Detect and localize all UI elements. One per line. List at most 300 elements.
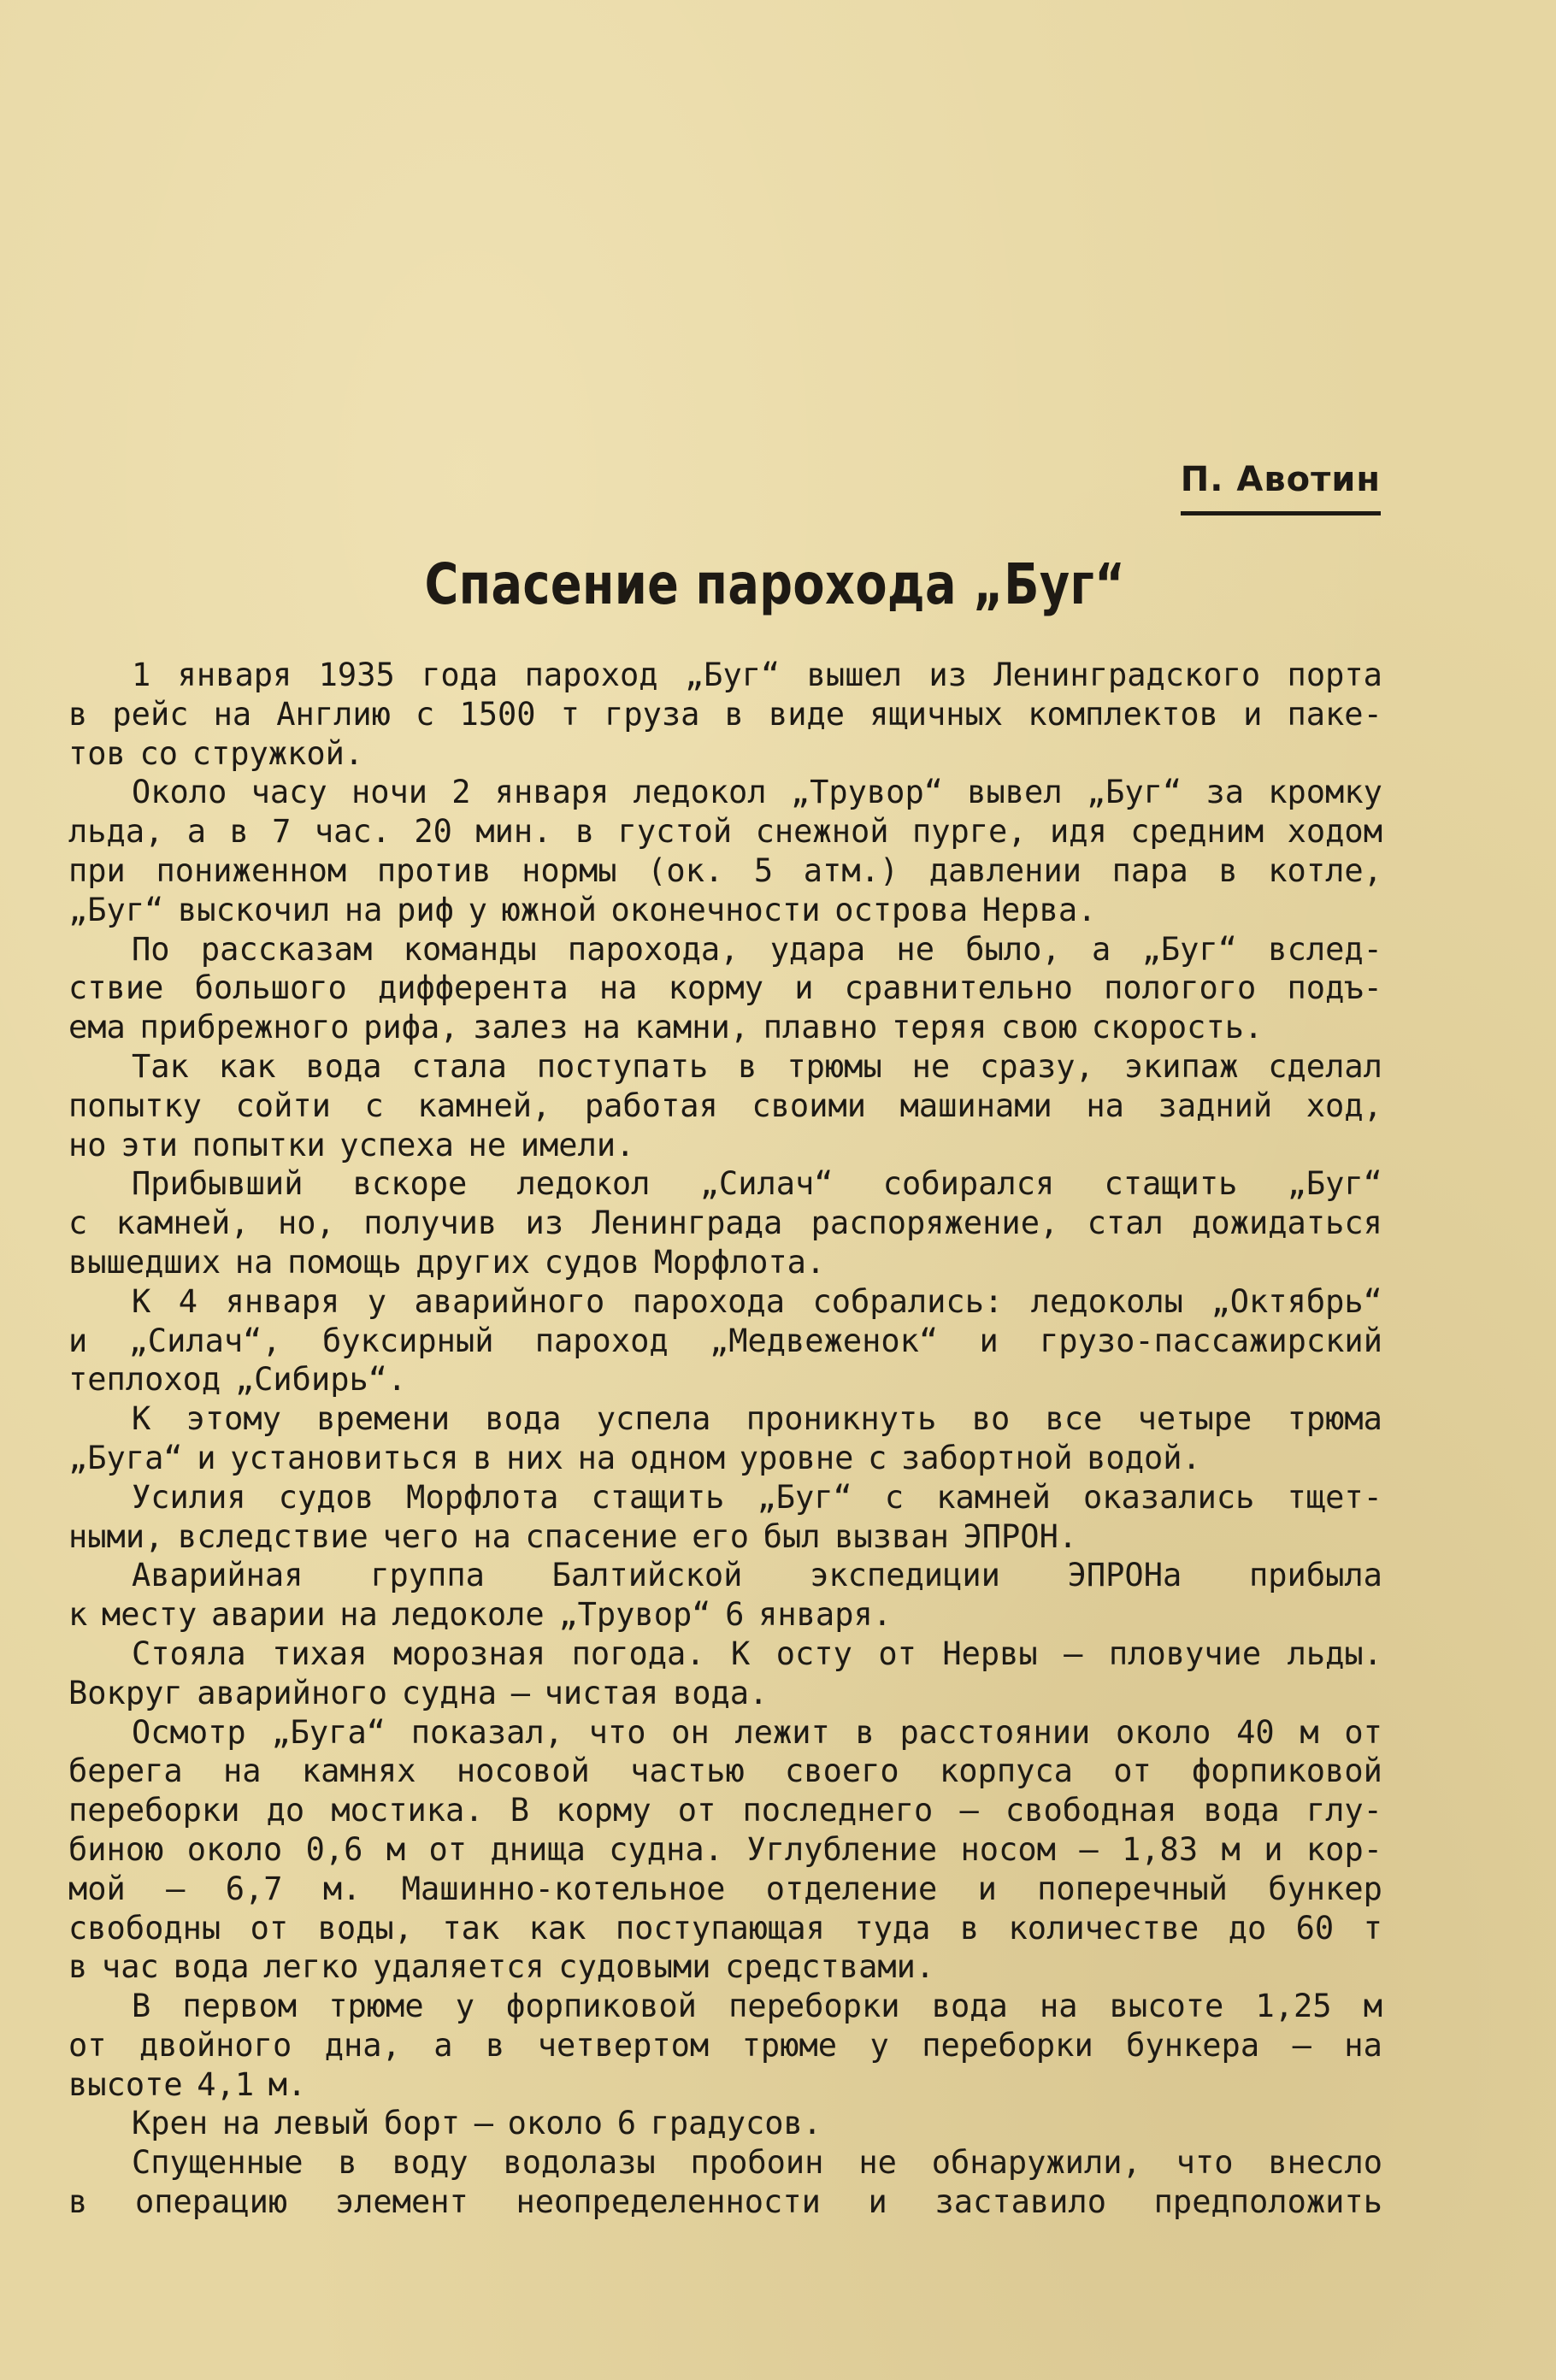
word: льды. bbox=[1287, 1635, 1382, 1672]
word: 1,25 bbox=[1255, 1988, 1332, 2025]
text-line bbox=[68, 695, 1382, 734]
word: из bbox=[525, 1205, 564, 1242]
word: форпиковой bbox=[506, 1988, 697, 2025]
word: „Силач“, bbox=[128, 1322, 281, 1359]
word: поступать bbox=[536, 1047, 709, 1085]
word: трюме bbox=[741, 2026, 838, 2064]
word: 0,6 bbox=[305, 1830, 363, 1868]
word: чего bbox=[382, 1517, 459, 1555]
word: — bbox=[510, 1674, 531, 1711]
word: около bbox=[507, 2105, 604, 2142]
word: По bbox=[132, 930, 170, 968]
word: Вокруг bbox=[68, 1674, 183, 1711]
word: тихая bbox=[272, 1635, 368, 1672]
word: носовой bbox=[456, 1753, 590, 1790]
word: скорость. bbox=[1091, 1009, 1264, 1046]
word: тщет- bbox=[1287, 1478, 1382, 1516]
word: эти bbox=[121, 1126, 179, 1163]
word: в bbox=[68, 1948, 88, 1986]
text-line bbox=[68, 1399, 1382, 1439]
word: внесло bbox=[1268, 2144, 1382, 2182]
text-line bbox=[68, 1556, 1382, 1595]
word: котле, bbox=[1268, 851, 1382, 889]
word: снежной bbox=[755, 813, 889, 851]
word: прибыла bbox=[1249, 1557, 1382, 1594]
text-line bbox=[68, 1987, 1382, 2026]
text-line bbox=[68, 1830, 1382, 1870]
word: на bbox=[473, 1517, 511, 1555]
word: — bbox=[1292, 2026, 1311, 2064]
word: атм.) bbox=[803, 851, 899, 889]
word: „Медвеженок“ bbox=[709, 1322, 939, 1359]
word: дна, bbox=[324, 2026, 401, 2064]
word: в bbox=[855, 1713, 875, 1751]
word: на bbox=[1344, 2026, 1382, 2064]
word: и bbox=[1264, 1830, 1283, 1868]
word: бункера bbox=[1126, 2026, 1260, 2064]
author-name: П. Авотин bbox=[1181, 460, 1381, 515]
word: и bbox=[197, 1439, 216, 1476]
word: со bbox=[139, 734, 179, 772]
word: а bbox=[433, 2026, 453, 2064]
word: ходом bbox=[1287, 813, 1382, 851]
word: на bbox=[221, 2105, 261, 2142]
word: дифферента bbox=[377, 969, 569, 1007]
word: 40 bbox=[1236, 1713, 1275, 1751]
word: камнях bbox=[301, 1753, 416, 1790]
word: тов bbox=[68, 734, 126, 772]
word: оказались bbox=[1082, 1478, 1255, 1516]
word: мой bbox=[68, 1870, 126, 1907]
word: свою bbox=[1001, 1009, 1078, 1046]
word: погода. bbox=[571, 1635, 705, 1672]
word: ствие bbox=[68, 969, 164, 1007]
word: Углубление bbox=[746, 1830, 938, 1868]
word: с bbox=[416, 695, 435, 733]
word: экипаж bbox=[1123, 1047, 1239, 1085]
word: ледокол bbox=[516, 1165, 651, 1203]
text-line bbox=[68, 2143, 1382, 2183]
word: показал, bbox=[410, 1713, 563, 1751]
word: борт bbox=[383, 2105, 461, 2142]
word: „Сибирь“. bbox=[234, 1361, 407, 1399]
word: предположить bbox=[1153, 2183, 1382, 2221]
word: „Трувор“ bbox=[790, 774, 944, 811]
word: градусов. bbox=[650, 2105, 822, 2142]
word: в bbox=[68, 695, 88, 733]
word: кромку bbox=[1268, 774, 1382, 811]
word: двойного bbox=[139, 2026, 292, 2064]
word: спасение bbox=[525, 1517, 678, 1555]
word: с bbox=[868, 1439, 887, 1476]
word: 1 bbox=[132, 657, 151, 693]
word: успела bbox=[596, 1400, 711, 1438]
word: забортной bbox=[901, 1439, 1073, 1476]
word: сделал bbox=[1268, 1047, 1382, 1085]
word: К bbox=[731, 1635, 751, 1672]
word: у bbox=[367, 1282, 386, 1320]
word: оконечности bbox=[610, 891, 821, 928]
word: удаляется bbox=[373, 1948, 545, 1986]
text-line bbox=[68, 1791, 1382, 1830]
word: 4 bbox=[178, 1282, 198, 1320]
text-line bbox=[68, 2183, 1382, 2222]
word: судов bbox=[544, 1243, 640, 1281]
word: ледоколы bbox=[1030, 1282, 1183, 1320]
word: отделение bbox=[765, 1870, 938, 1907]
text-line bbox=[68, 1947, 1382, 1987]
word: переборки bbox=[728, 1988, 900, 2025]
word: не bbox=[468, 1126, 507, 1163]
text-line bbox=[68, 1713, 1382, 1753]
word: но bbox=[68, 1126, 107, 1163]
word: идя bbox=[1050, 813, 1107, 851]
word: „Силач“ bbox=[699, 1165, 834, 1203]
article-title: Спасение парохода „Буг“ bbox=[424, 551, 1126, 617]
word: плавно bbox=[763, 1009, 878, 1046]
word: на bbox=[598, 969, 638, 1007]
word: средним bbox=[1130, 813, 1264, 851]
text-line bbox=[68, 1126, 1382, 1165]
word: поступающая bbox=[615, 1909, 825, 1947]
text-line bbox=[68, 1087, 1382, 1126]
text-line bbox=[68, 851, 1382, 891]
word: вода bbox=[1203, 1792, 1280, 1829]
word: „Буга“ bbox=[68, 1439, 183, 1476]
word: 1500 bbox=[459, 695, 536, 733]
word: корпуса bbox=[940, 1753, 1073, 1790]
word: камней bbox=[936, 1478, 1051, 1516]
word: час. bbox=[314, 813, 391, 851]
word: нормы bbox=[522, 851, 617, 889]
word: вывел bbox=[967, 774, 1063, 811]
word: рифа, bbox=[363, 1009, 459, 1046]
word: пара bbox=[1111, 851, 1188, 889]
word: берега bbox=[68, 1753, 183, 1790]
word: этому bbox=[186, 1400, 281, 1438]
word: машинами bbox=[899, 1087, 1052, 1124]
word: пловучие bbox=[1108, 1635, 1262, 1672]
word: порта bbox=[1287, 657, 1382, 693]
text-line bbox=[68, 969, 1382, 1008]
word: 60 bbox=[1295, 1909, 1335, 1947]
word: так bbox=[442, 1909, 500, 1947]
word: на bbox=[339, 1596, 378, 1634]
word: первом bbox=[182, 1988, 298, 2025]
text-line bbox=[68, 1047, 1382, 1087]
word: левый bbox=[274, 2105, 370, 2142]
word: 1935 bbox=[318, 657, 395, 693]
text-line bbox=[68, 656, 1382, 695]
word: обнаружили, bbox=[931, 2144, 1141, 2182]
word: Ленинградского bbox=[993, 657, 1261, 693]
word: них bbox=[506, 1439, 563, 1476]
word: и bbox=[977, 1870, 997, 1907]
word: судов bbox=[278, 1478, 374, 1516]
word: ЭПРОНа bbox=[1067, 1557, 1182, 1594]
word: был bbox=[763, 1517, 821, 1555]
word: давлении bbox=[928, 851, 1082, 889]
word: месту bbox=[101, 1596, 197, 1634]
word: стружкой. bbox=[192, 734, 364, 772]
word: средствами. bbox=[725, 1948, 935, 1986]
word: января bbox=[494, 774, 610, 811]
word: вода bbox=[173, 1948, 250, 1986]
word: попытки bbox=[192, 1126, 326, 1163]
word: в bbox=[68, 2183, 88, 2221]
word: во bbox=[971, 1400, 1011, 1438]
word: переборки bbox=[68, 1792, 240, 1829]
word: ема bbox=[68, 1009, 126, 1046]
word: последнего bbox=[742, 1792, 934, 1829]
word: свободная bbox=[1005, 1792, 1177, 1829]
word: из bbox=[928, 657, 967, 693]
word: „Буг“ bbox=[757, 1478, 852, 1516]
word: сразу, bbox=[980, 1047, 1094, 1085]
word: как bbox=[528, 1909, 586, 1947]
word: льда, bbox=[68, 813, 164, 851]
word: пологого bbox=[1104, 969, 1257, 1007]
word: судна. bbox=[609, 1830, 723, 1868]
word: от bbox=[1344, 1713, 1382, 1751]
text-line bbox=[68, 1322, 1382, 1361]
text-line bbox=[68, 1635, 1382, 1674]
word: у bbox=[455, 1988, 475, 2025]
word: залез bbox=[473, 1009, 569, 1046]
word: водой. bbox=[1087, 1439, 1201, 1476]
word: камней, bbox=[417, 1087, 551, 1124]
word: высоте bbox=[1109, 1988, 1224, 2025]
word: элемент bbox=[334, 2183, 469, 2221]
word: Нервы bbox=[942, 1635, 1038, 1672]
word: пурге, bbox=[911, 813, 1027, 851]
word: вода bbox=[485, 1400, 562, 1438]
word: заставило bbox=[934, 2183, 1106, 2221]
word: попытку bbox=[68, 1087, 202, 1124]
word: до bbox=[266, 1792, 305, 1829]
text-line bbox=[68, 1439, 1382, 1478]
word: четвертом bbox=[537, 2026, 710, 2064]
word: „Буг“ bbox=[684, 657, 781, 693]
word: пароход bbox=[524, 657, 658, 693]
word: воды, bbox=[317, 1909, 413, 1947]
word: м bbox=[1300, 1713, 1319, 1751]
word: от bbox=[677, 1792, 716, 1829]
word: вода bbox=[305, 1047, 382, 1085]
word: глу- bbox=[1306, 1792, 1382, 1829]
word: 2 bbox=[451, 774, 471, 811]
word: Морфлота bbox=[406, 1478, 559, 1516]
article-body bbox=[68, 656, 1382, 2222]
word: мин. bbox=[475, 813, 552, 851]
word: января. bbox=[758, 1596, 893, 1634]
word: высоте bbox=[68, 2065, 183, 2103]
word: стала bbox=[411, 1047, 507, 1085]
word: камни, bbox=[634, 1009, 750, 1046]
word: он bbox=[671, 1713, 710, 1751]
word: вода bbox=[931, 1988, 1008, 2025]
word: свободны bbox=[68, 1909, 221, 1947]
word: Спущенные bbox=[132, 2144, 304, 2182]
word: вскоре bbox=[352, 1165, 468, 1203]
word: на bbox=[234, 1243, 274, 1281]
word: — bbox=[166, 1870, 186, 1907]
word: час bbox=[101, 1948, 159, 1986]
word: м bbox=[1221, 1830, 1241, 1868]
word: удара bbox=[769, 930, 866, 968]
word: задний bbox=[1158, 1087, 1273, 1124]
word: собирался bbox=[882, 1165, 1055, 1203]
word: было, bbox=[965, 930, 1061, 968]
word: — bbox=[1079, 1830, 1099, 1868]
word: мостика. bbox=[331, 1792, 484, 1829]
word: дожидаться bbox=[1192, 1205, 1382, 1242]
word: морозная bbox=[392, 1635, 546, 1672]
word: около bbox=[186, 1830, 283, 1868]
word: стащить bbox=[1104, 1165, 1238, 1203]
word: теряя bbox=[892, 1009, 987, 1046]
word: (ок. bbox=[647, 851, 724, 889]
word: расстоянии bbox=[899, 1713, 1091, 1751]
word: южной bbox=[501, 891, 597, 928]
word: ледокол bbox=[633, 774, 767, 811]
word: груза bbox=[604, 695, 700, 733]
word: четыре bbox=[1137, 1400, 1252, 1438]
text-line bbox=[68, 734, 1382, 774]
word: за bbox=[1205, 774, 1245, 811]
word: около bbox=[1115, 1713, 1211, 1751]
word: собрались: bbox=[812, 1282, 1004, 1320]
word: на bbox=[222, 1753, 262, 1790]
word: Балтийской bbox=[551, 1557, 743, 1594]
word: времени bbox=[316, 1400, 451, 1438]
word: на bbox=[213, 695, 252, 733]
word: корму bbox=[556, 1792, 651, 1829]
word: пробоин bbox=[690, 2144, 824, 2182]
word: 1,83 bbox=[1122, 1830, 1199, 1868]
word: т bbox=[560, 695, 580, 733]
word: острова bbox=[834, 891, 969, 928]
word: камней, bbox=[115, 1205, 250, 1242]
word: вследствие bbox=[178, 1517, 368, 1555]
text-line bbox=[68, 2026, 1382, 2065]
word: и bbox=[68, 1322, 88, 1359]
word: биною bbox=[68, 1830, 164, 1868]
text-line bbox=[68, 891, 1382, 930]
word: что bbox=[1176, 2144, 1234, 2182]
word: в bbox=[738, 1047, 757, 1085]
word: сойти bbox=[235, 1087, 331, 1124]
word: легко bbox=[263, 1948, 359, 1986]
word: у bbox=[869, 2026, 889, 2064]
word: К bbox=[132, 1282, 151, 1320]
word: „Буг“ bbox=[1141, 930, 1237, 968]
word: „Буг“ bbox=[1287, 1165, 1382, 1203]
word: имели. bbox=[520, 1126, 635, 1163]
word: водолазы bbox=[503, 2144, 656, 2182]
text-line bbox=[68, 1478, 1382, 1517]
word: форпиковой bbox=[1192, 1753, 1382, 1790]
word: часу bbox=[250, 774, 327, 811]
word: против bbox=[376, 851, 492, 889]
word: грузо-пассажирский bbox=[1040, 1322, 1382, 1359]
word: в bbox=[959, 1909, 980, 1947]
word: января bbox=[225, 1282, 340, 1320]
word: 6,7 bbox=[225, 1870, 283, 1907]
word: частью bbox=[630, 1753, 745, 1790]
word: получив bbox=[363, 1205, 498, 1242]
word: трюма bbox=[1287, 1400, 1382, 1438]
word: ящичных bbox=[869, 695, 1004, 733]
word: установиться bbox=[230, 1439, 459, 1476]
word: Так bbox=[132, 1047, 189, 1085]
word: парохода, bbox=[567, 930, 740, 968]
word: команды bbox=[403, 930, 537, 968]
word: м. bbox=[322, 1870, 362, 1907]
word: буксирный bbox=[322, 1322, 494, 1359]
word: вызван bbox=[834, 1517, 949, 1555]
word: комплектов bbox=[1028, 695, 1218, 733]
word: 6 bbox=[725, 1596, 745, 1634]
word: экспедиции bbox=[810, 1557, 1000, 1594]
word: Крен bbox=[132, 2105, 209, 2142]
text-line bbox=[68, 1870, 1382, 1909]
word: м bbox=[386, 1830, 406, 1868]
word: носом bbox=[960, 1830, 1056, 1868]
text-line bbox=[68, 1164, 1382, 1204]
word: аварийного bbox=[197, 1674, 388, 1711]
word: в bbox=[338, 2144, 357, 2182]
word: на bbox=[577, 1439, 616, 1476]
word: а bbox=[1092, 930, 1111, 968]
word: в bbox=[229, 813, 249, 851]
word: „Октябрь“ bbox=[1211, 1282, 1382, 1320]
word: бункер bbox=[1268, 1870, 1382, 1907]
word: Усилия bbox=[132, 1478, 246, 1516]
word: на bbox=[582, 1009, 621, 1046]
word: не bbox=[858, 2144, 897, 2182]
word: пароход bbox=[534, 1322, 669, 1359]
word: 6 bbox=[616, 2105, 636, 2142]
word: выскочил bbox=[178, 891, 331, 928]
word: т bbox=[1363, 1909, 1382, 1947]
text-line bbox=[68, 2104, 1382, 2143]
word: воду bbox=[392, 2144, 469, 2182]
word: группа bbox=[370, 1557, 485, 1594]
word: успеха bbox=[339, 1126, 454, 1163]
text-line bbox=[68, 2065, 1382, 2105]
word: аварийного bbox=[414, 1282, 605, 1320]
word: не bbox=[911, 1047, 951, 1085]
word: Морфлота. bbox=[653, 1243, 826, 1281]
word: днища bbox=[490, 1830, 586, 1868]
word: туда bbox=[854, 1909, 931, 1947]
word: „Буга“ bbox=[271, 1713, 386, 1751]
word: в bbox=[575, 813, 595, 851]
word: неопределенности bbox=[516, 2183, 821, 2221]
word: вода. bbox=[672, 1674, 769, 1711]
word: ночи bbox=[351, 774, 428, 811]
text-line bbox=[68, 1204, 1382, 1243]
word: года bbox=[421, 657, 498, 693]
word: его bbox=[692, 1517, 750, 1555]
word: у bbox=[468, 891, 487, 928]
word: „Буг“ bbox=[1086, 774, 1182, 811]
word: „Буг“ bbox=[68, 891, 164, 928]
text-line bbox=[68, 1008, 1382, 1047]
word: и bbox=[868, 2183, 887, 2221]
word: операцию bbox=[134, 2183, 288, 2221]
